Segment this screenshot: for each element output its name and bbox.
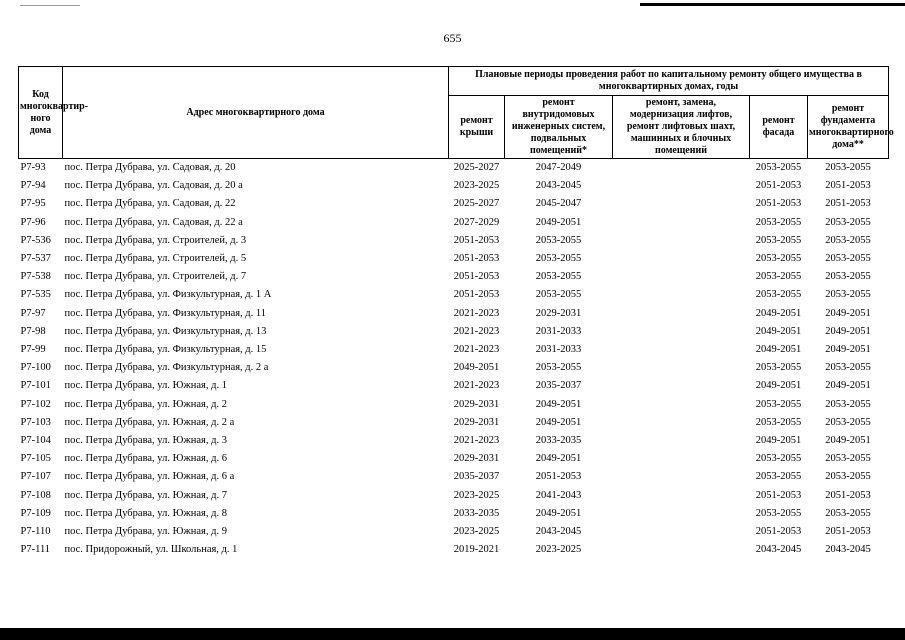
cell-lifts <box>613 432 750 450</box>
cell-lifts <box>613 323 750 341</box>
cell-lifts <box>613 396 750 414</box>
capital-repair-schedule-table <box>18 66 894 559</box>
header-roof: ремонт крыши <box>449 96 505 159</box>
cell-code: P7-103 <box>20 416 51 428</box>
table-row <box>19 541 889 559</box>
cell-lifts <box>613 523 750 541</box>
table-row <box>19 505 889 523</box>
page-number: 655 <box>443 31 462 45</box>
cell-code: P7-109 <box>20 507 51 519</box>
cell-address: пос. Петра Дубрава, ул. Физкультурная, д. 11 <box>64 307 267 319</box>
header-group-periods: Плановые периоды проведения работ по капитальному ремонту общего имущества в многоквартирных домах, годы <box>449 67 889 96</box>
cell-facade: 2053-2055 <box>755 507 802 519</box>
cell-foundation: 2053-2055 <box>825 507 871 519</box>
cell-lifts <box>613 541 750 559</box>
cell-address: пос. Петра Дубрава, ул. Физкультурная, д. 2 а <box>64 362 269 374</box>
cell-roof: 2021-2023 <box>453 307 500 319</box>
cell-roof: 2033-2035 <box>453 507 500 519</box>
table-body <box>19 159 889 560</box>
cell-roof: 2023-2025 <box>453 180 500 192</box>
cell-engineering: 2049-2051 <box>535 453 582 465</box>
cell-code: P7-105 <box>20 453 51 465</box>
cell-foundation: 2051-2053 <box>825 198 871 210</box>
cell-engineering: 2043-2045 <box>535 180 582 192</box>
cell-address: пос. Петра Дубрава, ул. Садовая, д. 20 <box>64 162 236 173</box>
cell-engineering: 2053-2055 <box>535 234 582 246</box>
cell-code: P7-111 <box>20 544 51 556</box>
cell-foundation: 2051-2053 <box>825 180 871 192</box>
scan-mark-left <box>20 5 80 6</box>
cell-roof: 2021-2023 <box>453 380 500 392</box>
cell-roof: 2025-2027 <box>453 198 500 210</box>
cell-engineering: 2053-2055 <box>535 362 582 374</box>
cell-facade: 2049-2051 <box>755 380 802 392</box>
cell-engineering: 2029-2031 <box>535 307 582 319</box>
cell-lifts <box>613 468 750 486</box>
cell-facade: 2053-2055 <box>755 362 802 374</box>
cell-foundation: 2053-2055 <box>825 398 871 410</box>
cell-facade: 2051-2053 <box>755 180 802 192</box>
cell-engineering: 2035-2037 <box>535 380 582 392</box>
cell-code: P7-107 <box>20 471 51 483</box>
cell-roof: 2023-2025 <box>453 526 500 538</box>
header-engineering: ремонт внутридомовых инженерных систем, подвальных помещений* <box>505 96 613 159</box>
cell-lifts <box>613 250 750 268</box>
cell-code: P7-101 <box>20 380 51 392</box>
cell-roof: 2025-2027 <box>453 162 500 173</box>
table-row <box>19 323 889 341</box>
cell-foundation: 2051-2053 <box>825 526 871 538</box>
cell-facade: 2053-2055 <box>755 271 802 283</box>
cell-facade: 2053-2055 <box>755 253 802 265</box>
cell-facade: 2053-2055 <box>755 234 802 246</box>
table-row <box>19 396 889 414</box>
cell-facade: 2053-2055 <box>755 162 802 173</box>
cell-address: пос. Петра Дубрава, ул. Строителей, д. 7 <box>64 271 247 283</box>
cell-address: пос. Петра Дубрава, ул. Южная, д. 2 а <box>64 416 235 428</box>
cell-code: P7-97 <box>20 307 46 319</box>
cell-engineering: 2047-2049 <box>535 162 582 173</box>
cell-foundation: 2049-2051 <box>825 325 871 337</box>
scan-edge-top <box>0 3 905 6</box>
table-row <box>19 214 889 232</box>
cell-roof: 2029-2031 <box>453 453 500 465</box>
cell-code: P7-102 <box>20 398 51 410</box>
header-address: Адрес многоквартирного дома <box>63 67 449 159</box>
table-row <box>19 268 889 286</box>
table-row <box>19 432 889 450</box>
table-row <box>19 286 889 304</box>
cell-address: пос. Петра Дубрава, ул. Строителей, д. 5 <box>64 253 247 265</box>
cell-lifts <box>613 305 750 323</box>
cell-code: P7-94 <box>20 180 46 192</box>
cell-engineering: 2049-2051 <box>535 216 582 228</box>
cell-roof: 2029-2031 <box>453 398 500 410</box>
header-code: Код многоквартир-ного дома <box>19 67 63 159</box>
cell-engineering: 2049-2051 <box>535 398 582 410</box>
cell-address: пос. Петра Дубрава, ул. Физкультурная, д. 13 <box>64 325 267 337</box>
cell-lifts <box>613 341 750 359</box>
cell-code: P7-98 <box>20 325 46 337</box>
cell-lifts <box>613 268 750 286</box>
cell-engineering: 2049-2051 <box>535 507 582 519</box>
cell-foundation: 2053-2055 <box>825 216 871 228</box>
cell-roof: 2049-2051 <box>453 362 500 374</box>
cell-lifts <box>613 214 750 232</box>
cell-code: P7-100 <box>20 362 51 374</box>
cell-facade: 2051-2053 <box>755 489 802 501</box>
cell-foundation: 2051-2053 <box>825 489 871 501</box>
cell-facade: 2049-2051 <box>755 344 802 356</box>
cell-lifts <box>613 359 750 377</box>
cell-code: P7-104 <box>20 435 51 447</box>
cell-lifts <box>613 195 750 213</box>
cell-address: пос. Петра Дубрава, ул. Южная, д. 6 <box>64 453 227 465</box>
cell-facade: 2049-2051 <box>755 435 802 447</box>
header-foundation: ремонт фундамента многоквартирного дома** <box>808 96 889 159</box>
cell-facade: 2053-2055 <box>755 398 802 410</box>
cell-facade: 2043-2045 <box>755 544 802 556</box>
cell-engineering: 2031-2033 <box>535 344 582 356</box>
cell-foundation: 2053-2055 <box>825 416 871 428</box>
table-row <box>19 523 889 541</box>
cell-lifts <box>613 286 750 304</box>
cell-address: пос. Петра Дубрава, ул. Садовая, д. 22 <box>64 198 236 210</box>
table-row <box>19 177 889 195</box>
table-row <box>19 450 889 468</box>
cell-facade: 2053-2055 <box>755 471 802 483</box>
cell-engineering: 2051-2053 <box>535 471 582 483</box>
cell-roof: 2027-2029 <box>453 216 500 228</box>
cell-code: P7-538 <box>20 271 51 283</box>
cell-address: пос. Петра Дубрава, ул. Южная, д. 3 <box>64 435 227 447</box>
cell-foundation: 2053-2055 <box>825 253 871 265</box>
cell-facade: 2049-2051 <box>755 307 802 319</box>
scan-edge-bottom <box>0 628 905 640</box>
cell-address: пос. Петра Дубрава, ул. Южная, д. 2 <box>64 398 227 410</box>
cell-foundation: 2053-2055 <box>825 289 871 301</box>
table-row <box>19 359 889 377</box>
cell-code: P7-537 <box>20 253 51 265</box>
cell-lifts <box>613 414 750 432</box>
table-row <box>19 487 889 505</box>
cell-engineering: 2053-2055 <box>535 253 582 265</box>
header-facade: ремонт фасада <box>750 96 808 159</box>
cell-lifts <box>613 232 750 250</box>
cell-engineering: 2041-2043 <box>535 489 582 501</box>
cell-code: P7-99 <box>20 344 46 356</box>
cell-engineering: 2053-2055 <box>535 289 582 301</box>
cell-address: пос. Петра Дубрава, ул. Садовая, д. 22 а <box>64 216 243 228</box>
cell-code: P7-95 <box>20 198 46 210</box>
cell-foundation: 2053-2055 <box>825 362 871 374</box>
cell-roof: 2051-2053 <box>453 234 500 246</box>
cell-roof: 2019-2021 <box>453 544 500 556</box>
cell-facade: 2053-2055 <box>755 416 802 428</box>
cell-foundation: 2049-2051 <box>825 307 871 319</box>
table-row <box>19 468 889 486</box>
cell-foundation: 2053-2055 <box>825 234 871 246</box>
cell-code: P7-536 <box>20 234 51 246</box>
cell-roof: 2021-2023 <box>453 325 500 337</box>
cell-code: P7-110 <box>20 526 51 538</box>
cell-code: P7-93 <box>20 162 46 173</box>
cell-foundation: 2049-2051 <box>825 380 871 392</box>
cell-roof: 2023-2025 <box>453 489 500 501</box>
cell-foundation: 2053-2055 <box>825 271 871 283</box>
cell-engineering: 2045-2047 <box>535 198 582 210</box>
cell-address: пос. Петра Дубрава, ул. Южная, д. 1 <box>64 380 227 392</box>
cell-roof: 2021-2023 <box>453 435 500 447</box>
cell-facade: 2049-2051 <box>755 325 802 337</box>
cell-facade: 2051-2053 <box>755 198 802 210</box>
cell-address: пос. Петра Дубрава, ул. Садовая, д. 20 а <box>64 180 243 192</box>
cell-roof: 2029-2031 <box>453 416 500 428</box>
cell-lifts <box>613 177 750 195</box>
cell-lifts <box>613 159 750 178</box>
cell-engineering: 2031-2033 <box>535 325 582 337</box>
cell-facade: 2053-2055 <box>755 453 802 465</box>
table-row <box>19 377 889 395</box>
cell-code: P7-108 <box>20 489 51 501</box>
cell-engineering: 2023-2025 <box>535 544 582 556</box>
cell-engineering: 2033-2035 <box>535 435 582 447</box>
cell-facade: 2051-2053 <box>755 526 802 538</box>
cell-lifts <box>613 377 750 395</box>
cell-address: пос. Петра Дубрава, ул. Строителей, д. 3 <box>64 234 247 246</box>
cell-roof: 2021-2023 <box>453 344 500 356</box>
cell-address: пос. Петра Дубрава, ул. Южная, д. 7 <box>64 489 227 501</box>
cell-engineering: 2049-2051 <box>535 416 582 428</box>
cell-facade: 2053-2055 <box>755 289 802 301</box>
cell-address: пос. Петра Дубрава, ул. Южная, д. 8 <box>64 507 227 519</box>
cell-address: пос. Петра Дубрава, ул. Физкультурная, д. 1 А <box>64 289 272 301</box>
table-row <box>19 414 889 432</box>
cell-engineering: 2043-2045 <box>535 526 582 538</box>
cell-roof: 2051-2053 <box>453 271 500 283</box>
table-row <box>19 250 889 268</box>
cell-foundation: 2049-2051 <box>825 344 871 356</box>
table-row <box>19 232 889 250</box>
table-row <box>19 159 889 178</box>
cell-code: P7-535 <box>20 289 51 301</box>
cell-lifts <box>613 450 750 468</box>
cell-roof: 2035-2037 <box>453 471 500 483</box>
cell-code: P7-96 <box>20 216 46 228</box>
table-row <box>19 305 889 323</box>
cell-foundation: 2049-2051 <box>825 435 871 447</box>
cell-engineering: 2053-2055 <box>535 271 582 283</box>
cell-roof: 2051-2053 <box>453 253 500 265</box>
cell-foundation: 2053-2055 <box>825 471 871 483</box>
cell-address: пос. Петра Дубрава, ул. Физкультурная, д. 15 <box>64 344 267 356</box>
cell-foundation: 2043-2045 <box>825 544 871 556</box>
cell-foundation: 2053-2055 <box>825 162 871 173</box>
cell-lifts <box>613 505 750 523</box>
header-lifts: ремонт, замена, модернизация лифтов, ремонт лифтовых шахт, машинных и блочных помещений <box>613 96 750 159</box>
scan-mark-right <box>640 3 905 6</box>
cell-lifts <box>613 487 750 505</box>
cell-facade: 2053-2055 <box>755 216 802 228</box>
table-row <box>19 341 889 359</box>
table-row <box>19 195 889 213</box>
cell-foundation: 2053-2055 <box>825 453 871 465</box>
cell-address: пос. Петра Дубрава, ул. Южная, д. 6 а <box>64 471 235 483</box>
cell-roof: 2051-2053 <box>453 289 500 301</box>
cell-address: пос. Придорожный, ул. Школьная, д. 1 <box>64 544 238 556</box>
cell-address: пос. Петра Дубрава, ул. Южная, д. 9 <box>64 526 227 538</box>
